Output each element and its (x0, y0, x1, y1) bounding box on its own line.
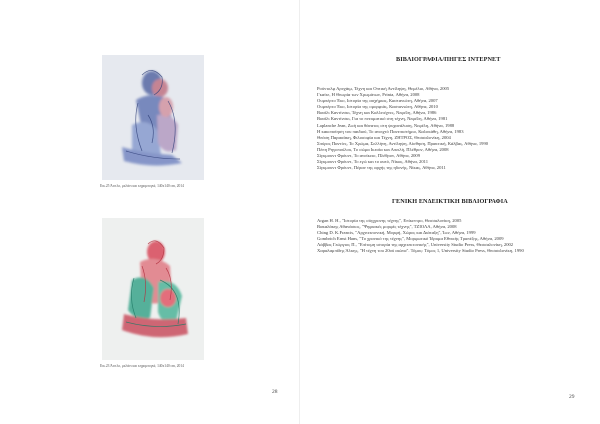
bibliography-list (317, 86, 587, 171)
bibliography-entry: Ουμπέρτο Έκο, Ιστορία της ομορφιάς, Καστανιώτη, Αθήνα, 2010 (317, 104, 438, 110)
figure-2-caption: Εικ.23 Άτιτλο, μελάνι και κηρομπογιά, 140x140 cm, 2014 (100, 364, 184, 368)
figure-drawing-blue-image (102, 55, 204, 180)
bibliography-entry: Σίγκμουντ Φρόυντ, Πέραν της αρχής της ηδονής, Νίκας, Αθήνα, 2011 (317, 165, 446, 171)
bibliography-entry: Βασίλι Καντίνσκι, Για το πνευματικό στη τέχνη, Νεφέλη, Αθήνα, 1981 (317, 116, 448, 122)
bibliography-entry: Σίγκμουντ Φρόυντ, Το εγώ και το αυτό, Νίκας, Αθήνα, 2011 (317, 159, 429, 165)
bibliography-entry: Πέπη Ρηγοπούλου, Το σώμα Ικεσία και Απειλή, Πλέθρον, Αθήνα, 2008 (317, 146, 449, 152)
bibliography-entry: Γκαίτε, Η Θεωρία των Χρωμάτων, Printa, Αθήνα, 2008 (317, 92, 420, 98)
bibliography-entry: Σίγκμουντ Φρόυντ, Το ανοίκειο, Πλέθρον, Αθήνα, 2009 (317, 153, 421, 159)
bibliography-entry: Βασίλι Καντίνσκι, Τέχνη και Καλλιτέχνες, Νεφέλη, Αθήνα, 1986 (317, 110, 437, 116)
page-number-right: 29 (569, 394, 575, 400)
figure-1-caption: Εικ.25 Άτιτλο, μελάνι και κηρομπογιά, 140x140 cm, 2014 (100, 184, 184, 188)
general-bibliography-heading: ΓΕΝΙΚΗ ΕΝΔΕΙΚΤΙΚΗ ΒΙΒΛΙΟΓΡΑΦΙΑ (392, 198, 508, 205)
bibliography-entry: Ρούντολφ Αρνχάιμ, Τέχνη και Οπτική Αντίληψη, Θεμέλιο, Αθήνα, 2005 (317, 86, 450, 91)
figure-drawing-red-green-image (102, 218, 204, 360)
bibliography-entry: Θεόση Παρασάκη, Φιλοσοφία και Τέχνη, ΖΗΤΡΟΣ, Θεσσαλονίκη, 2004 (317, 134, 451, 140)
figure-1 (102, 55, 204, 189)
bibliography-entry: Ching D. K.Francis, "Αρχιτεκτονική, Μορφή, Χώρος και Διάταξη", Ίων, Αθήνα, 1999 (317, 230, 476, 236)
figure-2 (102, 218, 204, 369)
bibliography-entry: Σπύρος Παντίνς, Το Χρώμα, Σελλήνη, Αντίληψη, Αίσθηση, Πρακτική, Κάλβας, Αθήνα, 1990 (317, 140, 489, 146)
general-bibliography-list (317, 218, 587, 255)
bibliography-entry: Gombrich Ernst Hans, "Το χρονικό της τέχνης", Μορφωτικό Ίδρυμα Εθνικής Τραπέζης, Αθήνα, 2009 (317, 236, 504, 242)
bibliography-entry: Ουμπέρτο Έκο, Ιστορία της ασχήμιας, Καστανιώτη, Αθήνα, 2007 (317, 98, 438, 104)
bibliography-heading: ΒΙΒΛΙΟΓΡΑΦΙΑ/ΠΗΓΕΣ ΙΝΤΕΡΝΕΤ (396, 56, 501, 63)
bibliography-entry: Χαραλαμπίδης Άλκης, "Η τέχνη του 20ού αιώνα". Τόμος: Τόμος 1, University Studio Press, Θεσσαλονίκη, 1990 (317, 248, 524, 254)
page-number-left: 28 (272, 389, 278, 395)
bibliography-entry: Laplanche Jean, Ζωή και θάνατος στη ψυχανάλυση, Νεφέλη, Αθήνα, 1988 (317, 122, 455, 128)
bibliography-entry: Η κακοποίηση του παιδιού, Το ανοιχτό Πανεπιστήμιο, Καλοκάθη, Αθήνα, 1983 (317, 128, 464, 134)
right-page (300, 0, 600, 424)
bibliography-entry: Argan Η. Η., "Ιστορία της σύγχρονης τέχνης", Επίκεντρο, Θεσσαλονίκη, 2005 (317, 218, 462, 223)
bibliography-entry: Βακαλάκης Αθανάσιος, "Ψηφιακές μορφές τέχνης", ΤΖΙΟΛΑ, Αθήνα, 2008 (317, 224, 457, 230)
bibliography-entry: Λάββας Γεώργιος Π., "Επίτομη ιστορία της αρχιτεκτονικής", University Studio Press, Θεσσαλονίκη, 2002 (317, 242, 514, 248)
